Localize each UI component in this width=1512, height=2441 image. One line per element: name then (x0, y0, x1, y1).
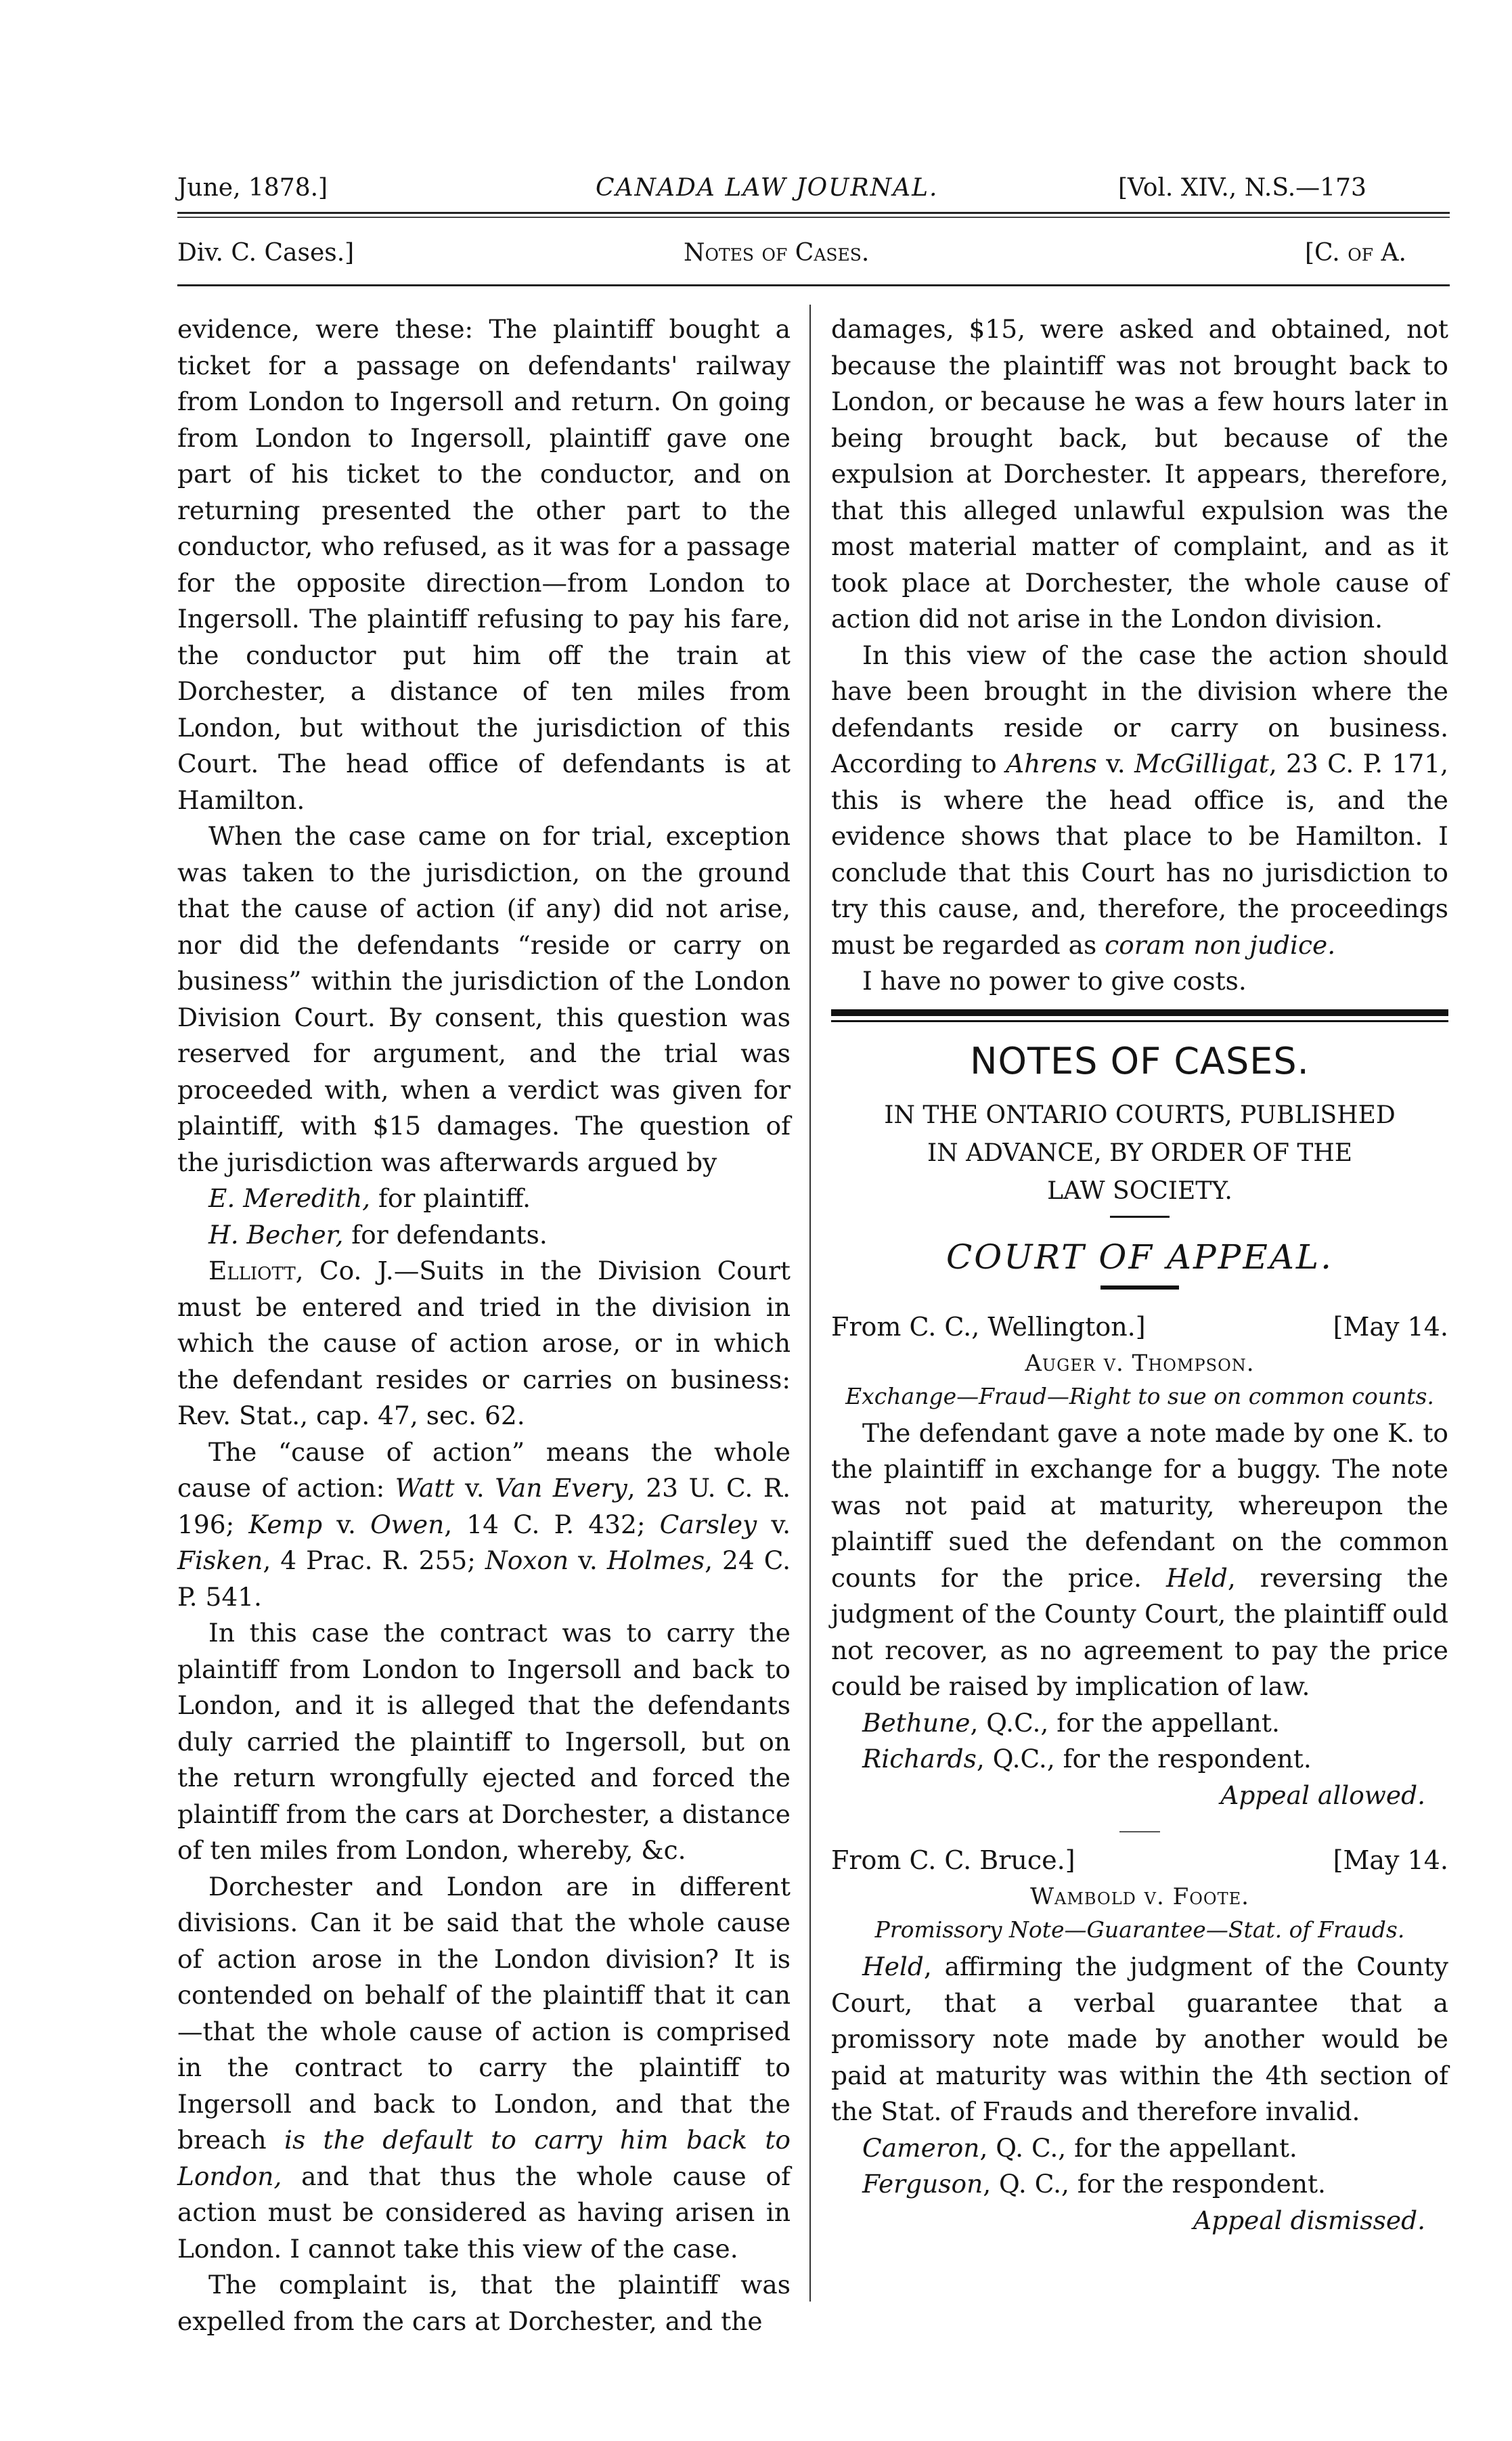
right-paragraph-2 (831, 638, 1448, 964)
case-entry (831, 1842, 1448, 2239)
text-run: v. (454, 1473, 495, 1503)
counsel-appellant (831, 2130, 1448, 2167)
text-run: , 4 Prac. R. 255; (263, 1545, 485, 1575)
case-name: Noxon (485, 1545, 569, 1575)
case-name: Watt (395, 1473, 455, 1503)
counsel-name: Cameron (862, 2132, 980, 2163)
published-line-1: IN THE ONTARIO COURTS, PUBLISHED (884, 1101, 1396, 1129)
case-date: [May 14. (1333, 1845, 1448, 1875)
text-run: , 23 C. P. 171, this is where the head office is, and the evidence shows that place to be Hamilton. I conclude that this Court has no jurisdiction to try this cause, and, therefore, the proceedings must be regarded as (831, 749, 1449, 960)
counsel-name: Richards (862, 1744, 977, 1774)
case-name: McGilligat (1134, 749, 1269, 778)
text-run: v. (569, 1545, 607, 1575)
italic-text-run: is the default to carry him back to London, (177, 2125, 791, 2191)
right-column (831, 311, 1448, 2239)
left-column (177, 311, 791, 2339)
text-run: , reversing the judgment of the County Court, the plaintiff ould not recover, as no agreement to pay the price could be raised by implication of law. (831, 1562, 1448, 1701)
case-body (831, 1949, 1448, 2130)
right-paragraph-costs: I have no power to give costs. (862, 966, 1247, 996)
case-entry (831, 1309, 1448, 1814)
counsel-plaintiff-role: for plaintiff. (370, 1183, 531, 1213)
case-name: Carsley (659, 1509, 757, 1539)
left-paragraph-complaint: The complaint is, that the plaintiff was expelled from the cars at Dorchester, and the (177, 2270, 791, 2336)
case-name: Van Every (495, 1473, 627, 1503)
case-result: Appeal dismissed. (1193, 2205, 1425, 2235)
case-name: Holmes (606, 1545, 705, 1575)
notes-rule-thick (831, 1009, 1448, 1016)
held-label: Held (1165, 1562, 1228, 1593)
text-run: , affirming the judgment of the County Court, that a verbal guarantee that a promissory note made by another would be paid at maturity was within the 4th section of the Stat. of Frauds and therefore invalid. (831, 1952, 1448, 2126)
case-name: Kemp (248, 1509, 323, 1539)
case-name: Owen (370, 1509, 445, 1539)
case-name: Fisken (177, 1545, 263, 1575)
judgment-text: , Co. J.—Suits in the Division Court must be entered and tried in the division in which the cause of action arose, or in which the defendant resides or carries on business: Rev. Stat., cap. 47, sec. 62. (177, 1256, 791, 1430)
case-date: [May 14. (1333, 1311, 1448, 1342)
case-title: Wambold v. Foote. (1030, 1883, 1249, 1910)
case-source-line (831, 1842, 1448, 1878)
court-of-appeal-heading: COURT OF APPEAL. (946, 1237, 1334, 1277)
header-volume: [Vol. XIV., N.S.—173 (1118, 174, 1366, 202)
counsel-respondent (831, 1741, 1448, 1778)
text-run: , 14 C. P. 432; (444, 1509, 660, 1539)
text-run: v. (322, 1509, 371, 1539)
published-line-2: IN ADVANCE, BY ORDER OF THE (927, 1139, 1353, 1167)
text-run: The “cause of action” means the whole cause of action: (177, 1436, 791, 1503)
text-run: In this view of the case the action should have been brought in the division where the defendants reside or carry on business. According to (831, 640, 1448, 778)
divider-rule (1119, 1831, 1160, 1832)
right-paragraph-1: damages, $15, were asked and obtained, not because the plaintiff was not brought back to London, or because he was a few hours later in being brought back, but because of the expulsion at Dorchester. It appears, therefore, that this alleged unlawful expulsion was the most material matter of complaint, and as it took place at Dorchester, the whole cause of action did not arise in the London division. (831, 314, 1448, 634)
divider-rule (1110, 1216, 1170, 1218)
counsel-name: Bethune (862, 1707, 971, 1738)
text-run: v. (757, 1509, 791, 1539)
text-run: v. (1096, 749, 1135, 778)
left-paragraph-judgment (177, 1253, 791, 1434)
published-line-3: LAW SOCIETY. (1047, 1176, 1232, 1205)
counsel-role: , Q. C., for the appellant. (979, 2132, 1297, 2163)
case-title: Auger v. Thompson. (1025, 1349, 1255, 1377)
counsel-role: , Q. C., for the respondent. (983, 2169, 1326, 2199)
case-headnote: Exchange—Fraud—Right to sue on common counts. (845, 1382, 1434, 1409)
section-left-label: Div. C. Cases.] (177, 239, 355, 267)
left-paragraph-divisions (177, 1869, 791, 2268)
counsel-role: , Q.C., for the appellant. (970, 1707, 1280, 1738)
text-run: Dorchester and London are in different divisions. Can it be said that the whole cause of action arose in the London division? It is contended on behalf of the plaintiff that it can—that the whole cause of action is comprised in the contract to carry the plaintiff to Ingersoll and back to London, and that the breach (177, 1871, 791, 2155)
notes-rule-thin (831, 1020, 1448, 1022)
left-paragraph-2: When the case came on for trial, exception was taken to the jurisdiction, on the ground that the cause of action (if any) did not arise, nor did the defendants “reside or carry on business” within the jurisdiction of the London Division Court. By consent, this question was reserved for argument, and the trial was proceeded with, when a verdict was given for plaintiff, with $15 damages. The question of the jurisdiction was afterwards argued by (177, 821, 791, 1177)
judge-name: Elliott (208, 1256, 296, 1285)
case-body (831, 1415, 1448, 1705)
section-right-label: [C. of A. (1305, 239, 1406, 267)
header-rule-top-2 (177, 217, 1450, 218)
left-paragraph-cause-of-action (177, 1434, 791, 1616)
text-run: and that thus the whole cause of action must be considered as having arisen in London. I cannot take this view of the case. (177, 2161, 791, 2264)
header-date: June, 1878.] (177, 174, 328, 202)
case-name: Ahrens (1006, 749, 1097, 778)
counsel-name: Ferguson (862, 2169, 983, 2199)
counsel-plaintiff-name: E. Meredith, (208, 1183, 371, 1213)
case-result: Appeal allowed. (1220, 1780, 1425, 1810)
header-rule-top (177, 212, 1450, 214)
left-paragraph-1: evidence, were these: The plaintiff bought a ticket for a passage on defendants' railway from London to Ingersoll and return. On going from London to Ingersoll, plaintiff gave one part of his ticket to the conductor, and on returning presented the other part to the conductor, who refused, as it was for a passage for the opposite direction—from London to Ingersoll. The plaintiff refusing to pay his fare, the conductor put him off the train at Dorchester, a distance of ten miles from London, but without the jurisdiction of this Court. The head office of defendants is at Hamilton. (177, 314, 791, 815)
header-journal-title: CANADA LAW JOURNAL. (596, 174, 939, 202)
case-source-line (831, 1309, 1448, 1345)
counsel-respondent (831, 2166, 1448, 2203)
counsel-defendants (177, 1217, 791, 1254)
counsel-role: , Q.C., for the respondent. (976, 1744, 1312, 1774)
text-run: The defendant gave a note made by one K. to the plaintiff in exchange for a buggy. The note was not paid at maturity, whereupon the plaintiff sued the defendant on the common counts for the price. (831, 1417, 1448, 1593)
notes-of-cases-heading: NOTES OF CASES. (970, 1039, 1310, 1082)
text-run: , 23 U. C. R. 196; (177, 1473, 791, 1539)
case-source: From C. C. Bruce.] (831, 1845, 1075, 1875)
counsel-defendants-role: for defendants. (343, 1219, 548, 1250)
section-center-label: Notes of Cases. (684, 239, 870, 267)
column-divider (809, 305, 811, 2302)
divider-rule (1100, 1285, 1179, 1290)
case-headnote: Promissory Note—Guarantee—Stat. of Frauds. (874, 1916, 1405, 1943)
counsel-plaintiff (177, 1181, 791, 1217)
counsel-appellant (831, 1705, 1448, 1742)
header-rule-bottom (177, 284, 1450, 286)
text-run: , 24 C. P. 541. (177, 1545, 791, 1612)
latin-phrase: coram non judice. (1105, 929, 1336, 960)
left-paragraph-contract: In this case the contract was to carry the plaintiff from London to Ingersoll and back to London, and it is alleged that the defendants duly carried the plaintiff to Ingersoll, but on the return wrongfully ejected and forced the plaintiff from the cars at Dorchester, a distance of ten miles from London, whereby, &c. (177, 1618, 791, 1865)
case-source: From C. C., Wellington.] (831, 1311, 1146, 1342)
held-label: Held (862, 1952, 924, 1981)
counsel-defendants-name: H. Becher, (208, 1219, 344, 1250)
